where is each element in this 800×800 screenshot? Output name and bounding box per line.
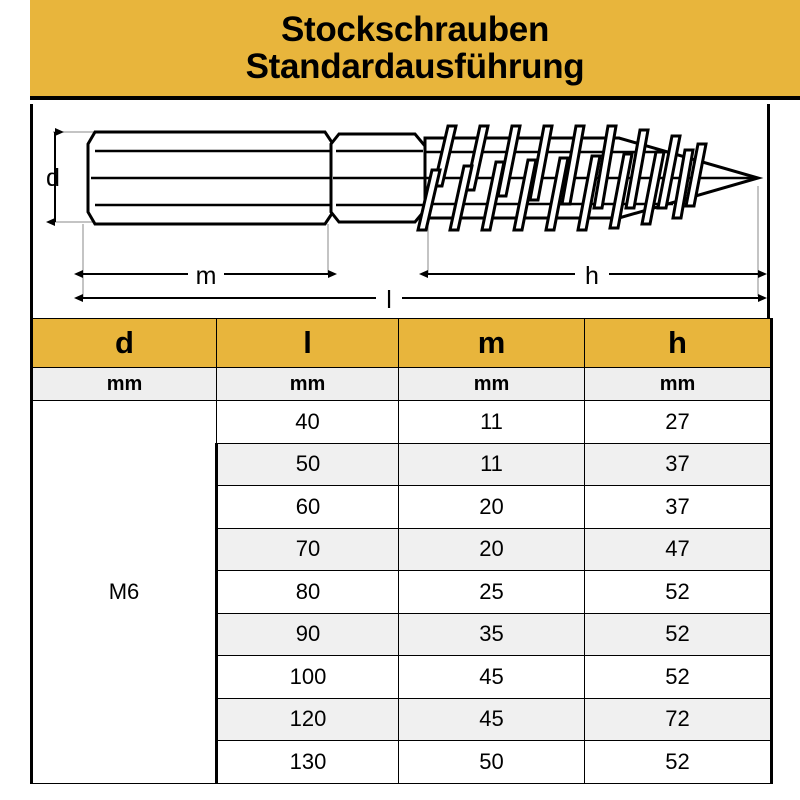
column-header-d: d xyxy=(32,319,217,368)
page-title-line-1: Stockschrauben xyxy=(280,9,550,49)
cell-m: 20 xyxy=(399,486,585,529)
dimension-label-l: l xyxy=(386,286,392,314)
table-header-units xyxy=(32,368,772,401)
cell-m: 35 xyxy=(399,613,585,656)
cell-l: 60 xyxy=(217,486,399,529)
cell-h: 37 xyxy=(585,443,772,486)
cell-m: 11 xyxy=(399,443,585,486)
cell-m: 20 xyxy=(399,528,585,571)
cell-l: 80 xyxy=(217,571,399,614)
dimension-h xyxy=(428,260,758,290)
column-unit-d: mm xyxy=(32,368,217,401)
cell-h: 52 xyxy=(585,613,772,656)
cell-m: 11 xyxy=(399,401,585,444)
dimension-label-h: h xyxy=(585,262,599,290)
cell-m: 45 xyxy=(399,656,585,699)
stockschraube-drawing xyxy=(33,104,773,318)
column-header-h: h xyxy=(585,319,772,368)
table-body xyxy=(32,401,772,784)
drawing-panel xyxy=(30,104,770,318)
column-unit-h: mm xyxy=(585,368,772,401)
table-header-symbols xyxy=(32,319,772,368)
cell-h: 37 xyxy=(585,486,772,529)
dimension-label-m: m xyxy=(195,262,217,290)
column-header-l: l xyxy=(217,319,399,368)
cell-thread-size: M6 xyxy=(32,401,217,784)
cell-l: 40 xyxy=(217,401,399,444)
cell-h: 52 xyxy=(585,741,772,784)
cell-m: 50 xyxy=(399,741,585,784)
dimension-m xyxy=(83,260,328,290)
cell-h: 72 xyxy=(585,698,772,741)
cell-l: 100 xyxy=(217,656,399,699)
column-unit-l: mm xyxy=(217,368,399,401)
title-banner xyxy=(30,0,800,100)
cell-l: 50 xyxy=(217,443,399,486)
cell-l: 130 xyxy=(217,741,399,784)
column-unit-m: mm xyxy=(399,368,585,401)
cell-l: 90 xyxy=(217,613,399,656)
dimension-d xyxy=(46,132,60,222)
specification-table xyxy=(30,318,773,784)
cell-h: 52 xyxy=(585,571,772,614)
dimension-label-d: d xyxy=(46,164,60,192)
page-title-line-2: Standardausführung xyxy=(245,47,585,86)
cell-h: 52 xyxy=(585,656,772,699)
column-header-m: m xyxy=(399,319,585,368)
cell-l: 120 xyxy=(217,698,399,741)
table-row xyxy=(32,401,772,444)
cell-m: 45 xyxy=(399,698,585,741)
cell-h: 27 xyxy=(585,401,772,444)
cell-l: 70 xyxy=(217,528,399,571)
dimension-l xyxy=(83,284,758,314)
cell-m: 25 xyxy=(399,571,585,614)
cell-h: 47 xyxy=(585,528,772,571)
